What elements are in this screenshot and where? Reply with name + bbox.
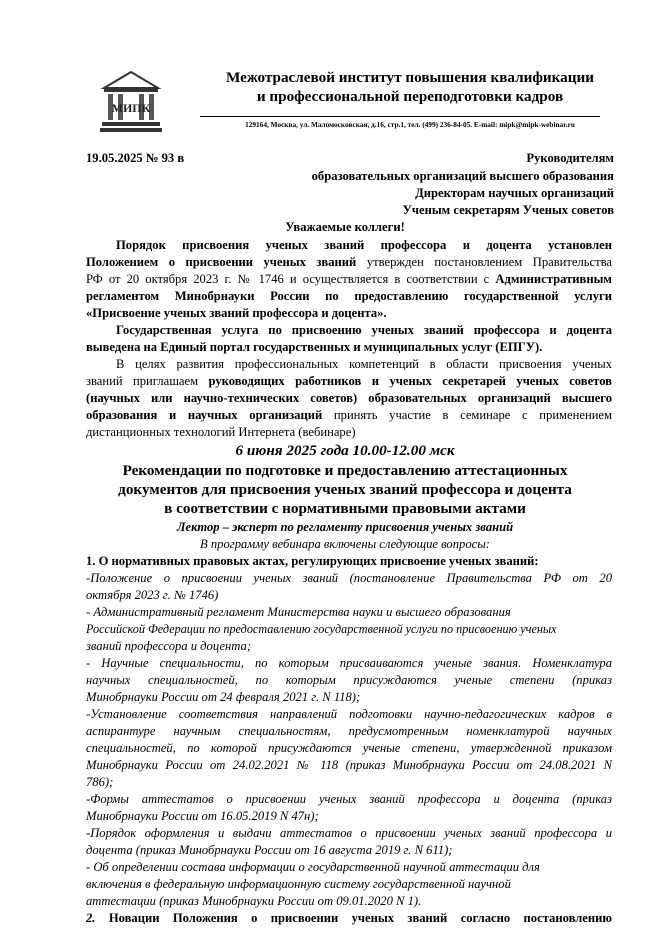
institute-logo bbox=[100, 70, 162, 134]
logo-text: МИПК bbox=[111, 101, 151, 115]
s1-item4-line3: специальностей, по которой присуждаются ученые степени, утвержденной приказом bbox=[86, 741, 612, 755]
p1-line1: Порядок присвоения ученых званий профессора и доцента установлен bbox=[116, 238, 612, 252]
s1-item7-line2: включения в федеральную информационную систему государственной научной bbox=[86, 877, 511, 891]
s1-item2-line3: званий профессора и доцента; bbox=[86, 639, 252, 653]
greeting: Уважаемые коллеги! bbox=[285, 220, 405, 234]
institute-name-line1: Межотраслевой институт повышения квалификации bbox=[225, 69, 595, 86]
addressee-2: образовательных организаций высшего образования bbox=[311, 169, 614, 183]
p1-line2: Положением о присвоении ученых званий утвержден постановлением Правительства bbox=[86, 255, 612, 269]
s1-item2-line2: Российской Федерации по предоставлению государственной услуги по присвоению ученых bbox=[86, 622, 557, 636]
s1-item2-line1: - Административный регламент Министерства науки и высшего образования bbox=[86, 605, 511, 619]
s1-item4-line5: 786); bbox=[86, 775, 114, 789]
s1-item7-line3: аттестации (приказ Минобрнауки России от 09.01.2020 N 1). bbox=[86, 894, 422, 908]
s1-item3-line1: - Научные специальности, по которым присваиваются ученые звания. Номенклатура bbox=[86, 656, 612, 670]
s1-item1-line1: -Положение о присвоении ученых званий (постановление Правительства РФ от 20 bbox=[86, 571, 612, 585]
p1-line4: регламентом Минобрнауки России по предоставлению государственной услуги bbox=[86, 289, 612, 303]
p1-line3: РФ от 20 октября 2023 г. № 1746 и осуществляется в соответствии с Административным bbox=[86, 272, 612, 286]
p3-line1: В целях развития профессиональных компетенций в области присвоения ученых bbox=[116, 357, 612, 371]
s1-item7-line1: - Об определении состава информации о государственной научной аттестации для bbox=[86, 860, 540, 874]
seminar-title-line1: Рекомендации по подготовке и предоставлению аттестационных bbox=[122, 462, 568, 479]
letter-ref: 19.05.2025 № 93 в bbox=[86, 151, 185, 165]
s1-item4-line4: Минобрнауки России от 24.02.2021 № 118 (приказ Минобрнауки России от 24.08.2021 N bbox=[86, 758, 612, 772]
section2-line1: 2. Новации Положения о присвоении ученых званий согласно постановлению bbox=[86, 911, 612, 925]
p3-line5: дистанционных технологий Интернета (вебинаре) bbox=[86, 425, 356, 439]
program-intro: В программу вебинара включены следующие вопросы: bbox=[200, 537, 490, 551]
institute-address: 129164, Москва, ул. Маломосковская, д.16, стр.1, тел. (499) 236-84-05. E-mail: mipk@mipk-webinar.ru bbox=[245, 120, 575, 129]
s1-item1-line2: октября 2023 г. № 1746) bbox=[86, 588, 219, 602]
s1-item5-line2: Минобрнауки России от 16.05.2019 N 47н); bbox=[86, 809, 319, 823]
s1-item4-line1: -Установление соответствия направлений подготовки научно-педагогических кадров в bbox=[86, 707, 612, 721]
s1-item3-line2: научных специальностей, по которым присуждаются ученые степени (приказ bbox=[86, 673, 612, 687]
s1-item6-line2: доцента (приказ Минобрнауки России от 16 августа 2019 г. N 611); bbox=[86, 843, 453, 857]
p1-line5: «Присвоение ученых званий профессора и доцента». bbox=[86, 306, 387, 320]
s1-item4-line2: аспирантуре научным специальностям, предусмотренным номенклатурой научных bbox=[86, 724, 612, 738]
addressee-1: Руководителям bbox=[526, 151, 614, 165]
section1-heading: 1. О нормативных правовых актах, регулирующих присвоение ученых званий: bbox=[86, 554, 539, 568]
p3-line3: (научных или научно-технических советов) образовательных организаций высшего bbox=[86, 391, 612, 405]
p3-line2: званий приглашаем руководящих работников и ученых секретарей ученых советов bbox=[86, 374, 612, 388]
p2-line2: выведена на Единый портал государственных и муниципальных услуг (ЕПГУ). bbox=[86, 340, 543, 354]
s1-item6-line1: -Порядок оформления и выдачи аттестатов о присвоении ученых званий профессора и bbox=[86, 826, 612, 840]
institute-name-line2: и профессиональной переподготовки кадров bbox=[256, 88, 564, 105]
p2-line1: Государственная услуга по присвоению ученых званий профессора и доцента bbox=[116, 323, 612, 337]
addressee-3: Директорам научных организаций bbox=[415, 186, 614, 200]
seminar-lecturer: Лектор – эксперт по регламенту присвоения ученых званий bbox=[176, 520, 514, 534]
p3-line4: образования и научных организаций принять участие в семинаре с применением bbox=[86, 408, 612, 422]
seminar-date-time: 6 июня 2025 года 10.00-12.00 мск bbox=[235, 442, 455, 459]
seminar-title-line2: документов для присвоения ученых званий профессора и доцента bbox=[118, 481, 572, 498]
header-rule bbox=[200, 116, 600, 117]
s1-item3-line3: Минобрнауки России от 24 февраля 2021 г. N 118); bbox=[86, 690, 361, 704]
seminar-title-line3: в соответствии с нормативными правовыми актами bbox=[164, 500, 526, 517]
addressee-4: Ученым секретарям Ученых советов bbox=[402, 203, 614, 217]
s1-item5-line1: -Формы аттестатов о присвоении ученых званий профессора и доцента (приказ bbox=[86, 792, 612, 806]
